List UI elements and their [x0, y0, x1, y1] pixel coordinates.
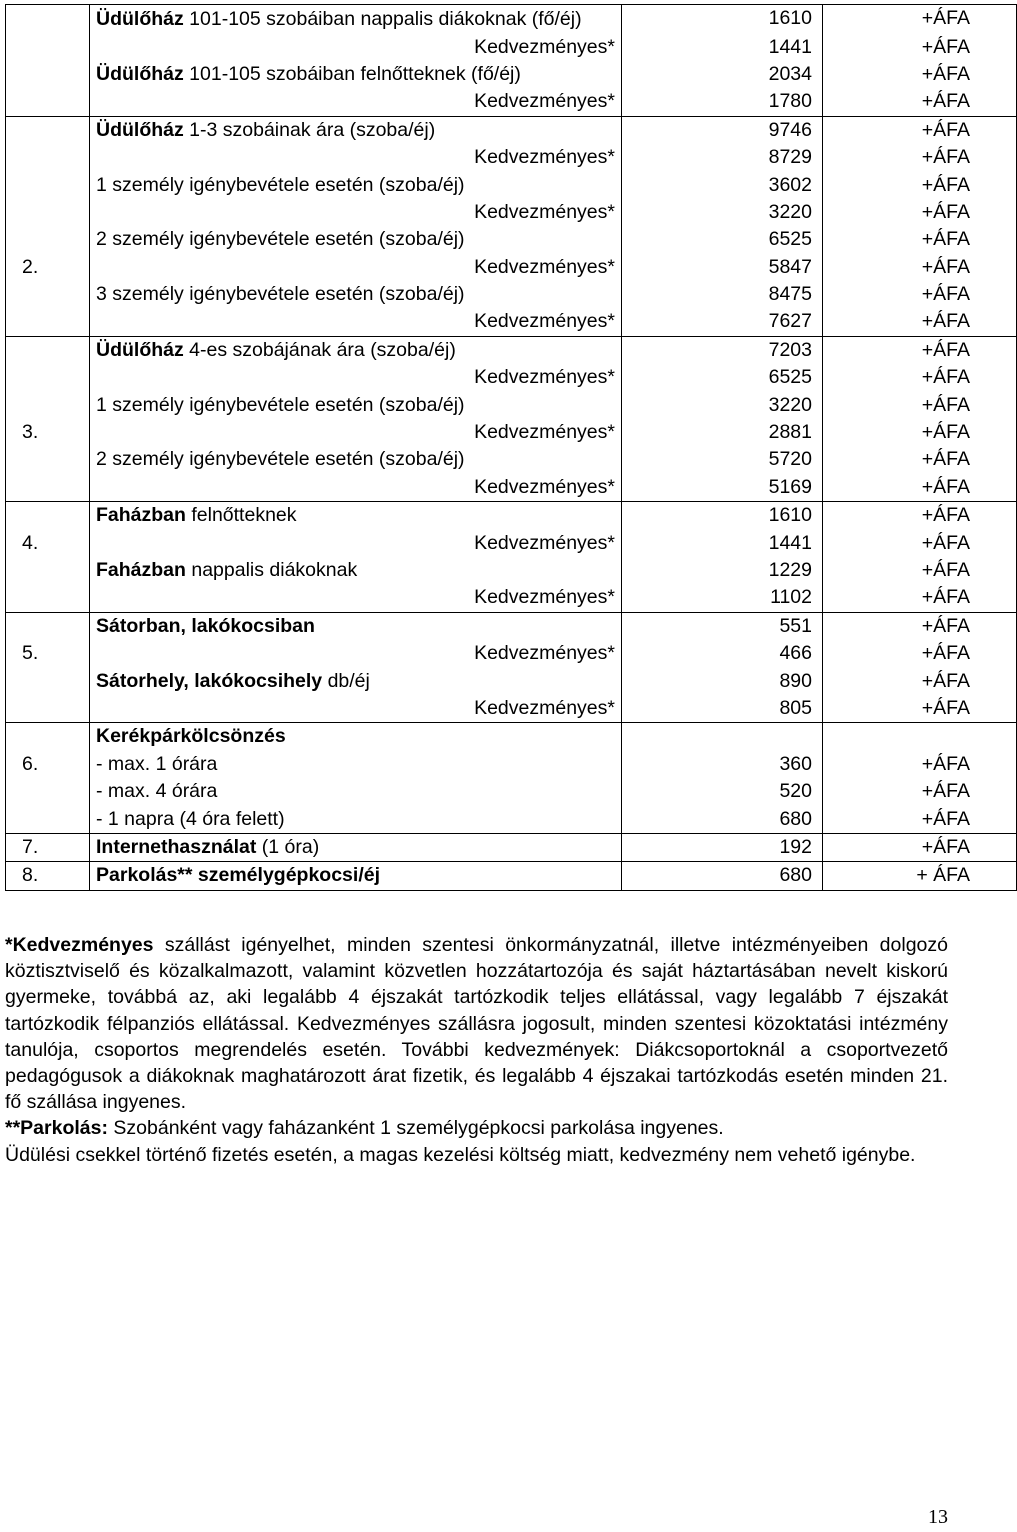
price-value: 7203 [622, 336, 823, 364]
item-name: Internethasználat [96, 835, 257, 858]
section-number [6, 5, 90, 34]
item-detail: 101-105 szobáiban nappalis diákoknak (fő/éj) [183, 8, 582, 31]
item-description [90, 667, 622, 694]
parking-note-label: **Parkolás: [5, 1117, 108, 1140]
item-detail: 1 személy igénybevétele esetén (szoba/éj) [96, 173, 465, 196]
vat-label: +ÁFA [823, 667, 1017, 694]
item-description [90, 308, 622, 336]
price-value: 8475 [622, 281, 823, 308]
vat-label: +ÁFA [823, 529, 1017, 556]
vat-label: + ÁFA [823, 862, 1017, 890]
vat-label: +ÁFA [823, 391, 1017, 418]
vat-label: +ÁFA [823, 61, 1017, 88]
table-row [6, 833, 1017, 861]
item-name: Üdülőház [96, 118, 184, 141]
table-row [6, 199, 1017, 226]
item-description [90, 474, 622, 502]
section-number [6, 474, 90, 502]
discount-note-label: *Kedvezményes [5, 934, 154, 956]
item-description [90, 336, 622, 364]
section-number [6, 778, 90, 805]
section-number [6, 502, 90, 530]
holiday-voucher-note: Üdülési csekkel történő fizetés esetén, a magas kezelési költség miatt, kedvezmény nem vehető igénybe. [5, 1143, 916, 1166]
table-row [6, 171, 1017, 198]
vat-label: +ÁFA [823, 502, 1017, 530]
item-description [90, 446, 622, 473]
item-description [90, 171, 622, 198]
item-description [90, 805, 622, 833]
section-number: 4. [6, 529, 90, 556]
item-detail: Kedvezményes* [474, 642, 615, 665]
item-description [90, 226, 622, 253]
table-row [6, 557, 1017, 584]
item-description [90, 364, 622, 391]
table-row [6, 584, 1017, 612]
item-detail: db/éj [322, 669, 370, 692]
price-value: 5720 [622, 446, 823, 473]
table-row [6, 391, 1017, 418]
vat-label: +ÁFA [823, 557, 1017, 584]
parking-note-text: Szobánként vagy faházanként 1 személygépkocsi parkolása ingyenes. [107, 1117, 724, 1140]
item-description [90, 88, 622, 116]
section-number [6, 88, 90, 116]
item-description [90, 695, 622, 723]
vat-label: +ÁFA [823, 33, 1017, 60]
price-table [5, 4, 1017, 891]
item-detail: Kedvezményes* [474, 90, 615, 113]
price-value: 3220 [622, 199, 823, 226]
price-value: 2034 [622, 61, 823, 88]
notes-section [5, 932, 948, 1168]
item-detail: Kedvezményes* [474, 586, 615, 609]
section-number [6, 308, 90, 336]
table-row [6, 862, 1017, 890]
table-row [6, 474, 1017, 502]
section-number: 8. [6, 862, 90, 890]
vat-label: +ÁFA [823, 116, 1017, 144]
discount-note-text: szállást igényelhet, minden szentesi önkormányzatnál, illetve intézményeiben dolgozó köztisztviselő és közalkalmazott, valamint közvetlen hozzátartozója és saját háztartásában nevelt kiskorú gyermeke, továbbá az, aki legalább 4 éjszakát tartózkodik teljes ellátással, vagy legalább 7 éjszakát tartózkodik félpanziós ellátással. Kedvezményes szállásra jogosult, minden szentesi közoktatási intézmény tanulója, csoportos megrendelés esetén. További kedvezmények: Diákcsoportoknál a csoportvezető pedagógusok a diákoknak maghatározott árat fizetik, és legalább 4 éjszakai tartózkodás esetén minden 21. fő szállása ingyenes. [5, 934, 948, 1114]
table-row [6, 612, 1017, 640]
item-description [90, 778, 622, 805]
item-detail: - max. 1 órára [96, 752, 218, 775]
vat-label: +ÁFA [823, 474, 1017, 502]
item-description [90, 584, 622, 612]
table-row [6, 778, 1017, 805]
price-value: 1441 [622, 33, 823, 60]
item-description [90, 116, 622, 144]
price-value: 551 [622, 612, 823, 640]
item-detail: nappalis diákoknak [185, 559, 358, 581]
item-description [90, 419, 622, 446]
price-value: 7627 [622, 308, 823, 336]
price-value [622, 723, 823, 751]
item-detail: - max. 4 órára [96, 780, 218, 803]
vat-label: +ÁFA [823, 226, 1017, 253]
price-value: 5847 [622, 254, 823, 281]
vat-label: +ÁFA [823, 640, 1017, 667]
vat-label: +ÁFA [823, 805, 1017, 833]
price-value: 3602 [622, 171, 823, 198]
price-value: 1441 [622, 529, 823, 556]
item-name: Faházban [96, 504, 186, 527]
section-number [6, 144, 90, 171]
item-description [90, 557, 622, 584]
table-row [6, 805, 1017, 833]
price-value: 1229 [622, 557, 823, 584]
section-number [6, 171, 90, 198]
table-row [6, 144, 1017, 171]
price-value: 360 [622, 751, 823, 778]
item-description [90, 33, 622, 60]
item-description [90, 833, 622, 861]
item-detail: Kedvezményes* [474, 696, 615, 719]
section-number [6, 281, 90, 308]
item-detail: Kedvezményes* [474, 310, 615, 333]
vat-label: +ÁFA [823, 695, 1017, 723]
table-row [6, 33, 1017, 60]
table-row [6, 308, 1017, 336]
table-row [6, 667, 1017, 694]
vat-label: +ÁFA [823, 171, 1017, 198]
vat-label: +ÁFA [823, 751, 1017, 778]
item-detail: Kedvezményes* [474, 421, 615, 444]
price-value: 6525 [622, 226, 823, 253]
price-value: 520 [622, 778, 823, 805]
section-number [6, 805, 90, 833]
price-value: 466 [622, 640, 823, 667]
item-name: Parkolás** személygépkocsi/éj [96, 864, 380, 887]
table-row [6, 723, 1017, 751]
section-number [6, 391, 90, 418]
item-description [90, 199, 622, 226]
table-row [6, 226, 1017, 253]
item-detail: Kedvezményes* [474, 475, 615, 498]
table-row [6, 5, 1017, 34]
item-description [90, 281, 622, 308]
section-number [6, 226, 90, 253]
table-row [6, 254, 1017, 281]
item-description [90, 61, 622, 88]
vat-label: +ÁFA [823, 144, 1017, 171]
section-number: 6. [6, 751, 90, 778]
table-row [6, 751, 1017, 778]
item-detail: 101-105 szobáiban felnőtteknek (fő/éj) [183, 62, 521, 85]
vat-label: +ÁFA [823, 308, 1017, 336]
item-detail: - 1 napra (4 óra felett) [96, 807, 285, 830]
table-row [6, 61, 1017, 88]
vat-label: +ÁFA [823, 778, 1017, 805]
vat-label: +ÁFA [823, 364, 1017, 391]
item-name: Kerékpárkölcsönzés [96, 725, 286, 748]
vat-label: +ÁFA [823, 336, 1017, 364]
item-description [90, 254, 622, 281]
section-number [6, 612, 90, 640]
table-row [6, 502, 1017, 530]
item-description [90, 5, 622, 34]
item-description [90, 640, 622, 667]
item-description [90, 723, 622, 751]
section-number [6, 584, 90, 612]
price-value: 805 [622, 695, 823, 723]
section-number [6, 199, 90, 226]
item-description [90, 144, 622, 171]
price-value: 3220 [622, 391, 823, 418]
vat-label: +ÁFA [823, 254, 1017, 281]
vat-label: +ÁFA [823, 833, 1017, 861]
table-row [6, 419, 1017, 446]
price-value: 680 [622, 862, 823, 890]
table-row [6, 336, 1017, 364]
item-description [90, 862, 622, 890]
price-value: 680 [622, 805, 823, 833]
section-number [6, 364, 90, 391]
item-detail: Kedvezményes* [474, 366, 615, 389]
vat-label: +ÁFA [823, 5, 1017, 34]
item-detail: 1 személy igénybevétele esetén (szoba/éj) [96, 393, 465, 416]
vat-label: +ÁFA [823, 612, 1017, 640]
item-detail: 4-es szobájának ára (szoba/éj) [183, 338, 456, 361]
section-number: 3. [6, 419, 90, 446]
vat-label: +ÁFA [823, 281, 1017, 308]
item-detail: 2 személy igénybevétele esetén (szoba/éj) [96, 448, 465, 471]
vat-label: +ÁFA [823, 584, 1017, 612]
section-number [6, 33, 90, 60]
section-number: 5. [6, 640, 90, 667]
price-value: 8729 [622, 144, 823, 171]
item-name: Sátorhely, lakókocsihely [96, 669, 323, 692]
discount-note [5, 932, 948, 1115]
section-number [6, 116, 90, 144]
item-detail: Kedvezményes* [474, 146, 615, 169]
price-value: 192 [622, 833, 823, 861]
table-row [6, 364, 1017, 391]
table-row [6, 695, 1017, 723]
item-detail: Kedvezményes* [474, 531, 615, 554]
item-detail: 1-3 szobáinak ára (szoba/éj) [183, 118, 436, 141]
item-detail: 3 személy igénybevétele esetén (szoba/éj) [96, 283, 465, 306]
item-name: Üdülőház [96, 8, 184, 31]
price-value: 1610 [622, 502, 823, 530]
vat-label: +ÁFA [823, 88, 1017, 116]
section-number: 7. [6, 833, 90, 861]
item-detail: Kedvezményes* [474, 255, 615, 278]
price-value: 6525 [622, 364, 823, 391]
section-number [6, 667, 90, 694]
section-number [6, 61, 90, 88]
item-description [90, 529, 622, 556]
item-name: Faházban [96, 559, 186, 581]
item-description [90, 751, 622, 778]
table-row [6, 88, 1017, 116]
item-name: Üdülőház [96, 338, 184, 361]
section-number [6, 723, 90, 751]
vat-label: +ÁFA [823, 199, 1017, 226]
vat-label [823, 723, 1017, 751]
price-value: 9746 [622, 116, 823, 144]
price-value: 890 [622, 667, 823, 694]
item-detail: Kedvezményes* [474, 200, 615, 223]
section-number [6, 336, 90, 364]
section-number [6, 557, 90, 584]
table-row [6, 446, 1017, 473]
price-value: 2881 [622, 419, 823, 446]
price-value: 1780 [622, 88, 823, 116]
parking-note [5, 1115, 948, 1141]
item-detail: felnőtteknek [185, 504, 297, 527]
vat-label: +ÁFA [823, 446, 1017, 473]
section-number [6, 446, 90, 473]
item-name: Sátorban, lakókocsiban [96, 614, 315, 637]
section-number: 2. [6, 254, 90, 281]
table-row [6, 116, 1017, 144]
item-description [90, 612, 622, 640]
item-description [90, 502, 622, 530]
price-value: 1610 [622, 5, 823, 34]
price-value: 5169 [622, 474, 823, 502]
table-row [6, 281, 1017, 308]
item-detail: Kedvezményes* [474, 35, 615, 58]
section-number [6, 695, 90, 723]
price-value: 1102 [622, 584, 823, 612]
page-number: 13 [928, 1506, 948, 1528]
item-detail: 2 személy igénybevétele esetén (szoba/éj) [96, 228, 465, 251]
item-detail: (1 óra) [256, 835, 320, 858]
item-description [90, 391, 622, 418]
vat-label: +ÁFA [823, 419, 1017, 446]
table-row [6, 640, 1017, 667]
table-row [6, 529, 1017, 556]
item-name: Üdülőház [96, 62, 184, 85]
